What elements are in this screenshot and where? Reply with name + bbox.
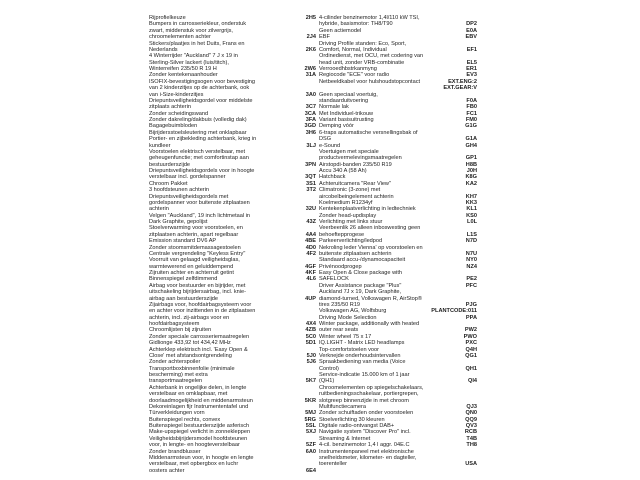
option-description: Velgen "Auckland", 19 inch lichtmetaal in Dark Graphite, gepolijst xyxy=(149,212,250,225)
option-code: 5ZF xyxy=(306,442,316,449)
option-description: e-Sound xyxy=(319,142,341,149)
option-description: Veiligheidsbijrijdersmodel hoofdsteunen voor, in lengte- en hoogteverstelbaar xyxy=(149,435,248,449)
option-entry xyxy=(319,245,477,258)
option-description: Transportboxbinnenfolie (minimale bescherming) met extra transportmaatregelen xyxy=(149,365,235,385)
option-description: Zonder achterspoiler xyxy=(149,359,201,366)
option-code: RCB xyxy=(464,429,477,436)
option-code: 4ZB xyxy=(305,327,316,334)
option-code: KL1 xyxy=(466,206,477,213)
option-code: FM0 xyxy=(465,117,477,123)
option-description: Binnenspiegel zelfdimmend xyxy=(149,276,218,283)
option-code: J0H xyxy=(466,168,477,174)
option-description: Dekoreinlagen fijr Instrumententafel und Türverkleidungen vorn xyxy=(149,403,249,417)
option-description: Voertuigen met speciale productvermelevingsmaatregelen xyxy=(319,148,402,162)
option-description: Demping vóór xyxy=(319,123,354,130)
option-code: 2H5 xyxy=(305,15,316,21)
option-description: Climatronic (3-zone) met aircobelbeingelement achterin xyxy=(319,187,394,200)
option-description: Ordinedienst, met OCU, met codering van head unit, zonder VRB-combinatie xyxy=(319,53,424,66)
option-code: 6A0 xyxy=(305,448,316,455)
option-code: 5KR xyxy=(304,397,316,404)
option-description: Zonder schuiftaden onder voorstoelen xyxy=(319,410,414,417)
option-description: Driver Assistance package "Plus" xyxy=(319,282,402,289)
option-code: EL5 xyxy=(466,59,477,66)
option-code: 3GD xyxy=(304,123,316,130)
option-description: 6-traps automatische versnellingsbak of DSG xyxy=(319,129,418,143)
option-description: Zonder stoomsmitdemassagestoelen xyxy=(149,244,241,251)
option-code: EF1 xyxy=(466,46,477,53)
option-entry xyxy=(319,372,477,385)
option-code: GH4 xyxy=(465,142,477,149)
option-entry xyxy=(319,15,477,28)
option-entry xyxy=(149,136,316,149)
option-description: Bijrijdersstoelsleutering met onklapbaar xyxy=(149,129,247,136)
option-description: Gidlionge 433,92 tot 434,42 MHz xyxy=(149,340,231,347)
option-code: PXC xyxy=(465,340,477,347)
option-entry xyxy=(319,359,477,372)
option-code: GP1 xyxy=(465,155,477,162)
option-entry xyxy=(149,404,316,417)
option-code: N7U xyxy=(465,250,477,257)
option-code: PJG xyxy=(465,301,477,308)
option-description: Verrooedhbstrkanmyng xyxy=(319,66,377,72)
option-code: 4UP xyxy=(305,295,316,302)
option-description: Normale lak xyxy=(319,104,349,111)
option-code: 3QT xyxy=(305,174,316,181)
option-code: NY0 xyxy=(466,257,477,264)
option-description: Driving Mode Selection xyxy=(319,314,377,321)
option-entry xyxy=(319,130,477,143)
option-code: 3H6 xyxy=(305,129,316,136)
option-description: Zonder brandblusser xyxy=(149,448,201,455)
option-description: Middenarmsteun voor, in hoogte en lengte verstelbaar, met opbergbox en luchr oosters achter xyxy=(149,454,254,474)
option-description: Portier- en zijbekleding achterbank, krieg in kundleer xyxy=(149,136,257,149)
option-description: Zonder head-updisplay xyxy=(319,212,377,219)
option-description: Airbag voor bestuurder en bijrijder, met uitschakeling bijrijdersairbag, incl. knie- airbag aan bestuurderszijde xyxy=(149,282,247,302)
option-description: Buitenspiegel rechts, convex xyxy=(149,416,221,423)
option-code: H8B xyxy=(465,161,477,168)
option-code: QV3 xyxy=(465,423,477,429)
option-description: Veerbeenlik 26 alleen inboswesting geen behoeftepprogese xyxy=(319,225,421,238)
option-code: 5J6 xyxy=(306,359,316,366)
option-code: QG1 xyxy=(465,352,477,359)
option-description: Zonder speciale carrosseriemaatregelen xyxy=(149,333,250,340)
option-code: KS0 xyxy=(466,212,477,219)
left-column xyxy=(149,15,316,480)
option-code: TH8 xyxy=(466,442,477,449)
option-code: N7D xyxy=(465,238,477,245)
option-code: 4F2 xyxy=(306,250,316,257)
option-description: Kentekenplaatverlichting in ledtechniek xyxy=(319,206,416,213)
option-code: PFC xyxy=(465,282,477,289)
option-description: Netbeeldkabel voor hulshoudstopcontact xyxy=(319,78,421,85)
option-entry xyxy=(149,149,316,168)
option-entry xyxy=(149,436,316,449)
option-entry xyxy=(149,98,316,111)
option-code: 4KF xyxy=(305,270,316,276)
option-code: 3T2 xyxy=(306,187,316,194)
option-code: 3C7 xyxy=(305,104,316,111)
option-code: 3CA xyxy=(304,110,316,117)
option-code: 43Z xyxy=(306,219,316,225)
option-entry xyxy=(149,225,316,238)
option-code: 2K6 xyxy=(305,46,316,53)
option-description: Winter package, additionally with heated outer rear seats xyxy=(319,321,420,334)
option-entry xyxy=(319,225,477,238)
option-entry xyxy=(149,302,316,328)
option-code: QQ9 xyxy=(465,416,477,423)
option-code: EV3 xyxy=(466,72,477,79)
option-description: Winter wheel 75 x 17 xyxy=(319,333,372,340)
option-description: Driepuntsveiligheidsgordels met gordelspanner voor buitenste zitplaatsen achterin xyxy=(149,193,250,213)
option-description: Spraakbediening van media (Voice Control) xyxy=(319,359,406,372)
option-description: Standaard accu-/dynamocapaciteit xyxy=(319,257,406,264)
option-entry xyxy=(319,270,477,283)
option-code: 3A0 xyxy=(305,91,316,98)
option-code: QI4 xyxy=(467,378,477,385)
option-code: E0A xyxy=(466,27,477,34)
option-code: PE2 xyxy=(466,276,477,283)
option-description: Hatchback xyxy=(319,174,346,181)
option-description: Voorruit van gelaagd veiligheidsglas, warmtewerend en geluiddempend xyxy=(149,257,240,270)
option-description: Easy Open & Close package with SAFELOCK xyxy=(319,270,403,283)
option-description: Top-comfortstoelen voor xyxy=(319,346,380,353)
option-entry xyxy=(149,168,316,181)
option-description: Nekroling leder Vienna' op voorstoelen en buitenste zitplaatsen achterin xyxy=(319,244,423,257)
option-entry xyxy=(149,53,316,72)
option-code: QJ3 xyxy=(466,403,477,410)
option-code: FB0 xyxy=(466,104,477,111)
option-entry xyxy=(149,455,316,474)
option-code: PPA xyxy=(465,314,477,321)
option-code: 5J0 xyxy=(306,352,316,359)
option-code: DP2 xyxy=(466,21,477,28)
option-entry xyxy=(319,321,477,334)
option-code: Q4H xyxy=(465,346,477,353)
option-description: Volkswagen AG, Wolfsburg xyxy=(319,308,387,315)
option-description: Emission standard DV6 AP xyxy=(149,238,217,245)
option-code: FC1 xyxy=(466,110,477,117)
option-description: Auckland 7J x 19, Dark Graphite, diamond-turned, Volkswagen R, AirStop® tires 235/50 R19 xyxy=(319,289,423,308)
option-code: 4X4 xyxy=(306,321,316,327)
option-description: Driving Profile standen: Eco, Sport, Comfort, Normal, Individual xyxy=(319,40,407,53)
option-code: 5MJ xyxy=(305,410,316,417)
option-description: Streaming & Internet xyxy=(319,435,371,442)
option-code: QH1 xyxy=(465,365,477,372)
option-description: Zonder kentekenaanhouder xyxy=(149,72,218,79)
option-entry xyxy=(319,92,477,105)
option-description: Accu 340 A (58 Ah) xyxy=(319,168,367,174)
option-code: KA2 xyxy=(465,180,477,187)
option-code: KK3 xyxy=(465,199,477,206)
option-description: Navigatie system "Discover Pro" incl. xyxy=(319,429,411,436)
option-entry xyxy=(149,347,316,360)
option-entry xyxy=(149,41,316,54)
option-description: Zonder scheidingswand xyxy=(149,110,209,117)
option-description: Koelmedium R1234yf xyxy=(319,199,373,206)
option-description: Chroomlijsten bij zijruiten xyxy=(149,327,212,334)
option-description: Zijairbags voor, hoofdairbagsysteem voor en achter voor inzittenden in de zitplaatsen achterin, incl. zij-airbags voor en hoofdairbagsysteem xyxy=(149,301,256,327)
option-entry xyxy=(319,53,477,66)
option-description: Instrumentenpaneel met elektronische snelheidsmeter, kilometer- en dagteller, toerenteller xyxy=(319,448,417,468)
option-code: L1S xyxy=(466,231,477,238)
option-code: EBV xyxy=(465,34,477,41)
option-description: Stoelverwarming voor voorstoelen, en zitplaatsen achterin, apart regelbaar xyxy=(149,225,243,238)
option-code: PWO xyxy=(463,333,477,340)
option-description: Geen speciaal voertuig, standaarduitvoering xyxy=(319,91,378,104)
option-description: Achterbank in ongelijke delen, in lengte verstelbaar en omklapbaar, met doorlaadmogelijkheid en middenarmsteun xyxy=(149,384,253,404)
option-code: 5D1 xyxy=(305,340,316,347)
option-description: Privénoodprogep xyxy=(319,263,362,270)
option-description: Parkeerverlichting/ledpod xyxy=(319,238,383,245)
option-code: NZ4 xyxy=(466,263,477,270)
option-code: EXT.GEAR:V xyxy=(443,85,477,92)
option-entry xyxy=(149,257,316,270)
option-code: L0L xyxy=(467,219,477,225)
option-code: G1A xyxy=(465,136,477,143)
option-code: KH7 xyxy=(465,193,477,200)
option-entry xyxy=(319,289,477,308)
option-description: IQ.LIGHT - Matrix LED headlamps xyxy=(319,340,405,347)
right-column xyxy=(319,15,477,480)
option-description: Geen actiemodel xyxy=(319,27,362,34)
option-description: 4-cil. benzinemotor 1,4 l aggr. 04E.C xyxy=(319,442,410,449)
option-entry xyxy=(149,366,316,385)
option-description: Digitale radio-ontvangst DAB+ xyxy=(319,423,395,429)
option-code: 6E4 xyxy=(306,467,316,474)
option-description: Met Individuel-trikouw xyxy=(319,110,374,117)
option-entry xyxy=(319,149,477,162)
option-description: Zonder dakreling/dakbuis (volledig dak) xyxy=(149,117,247,123)
option-description: Driepuntsveiligheidsgordels voor in hoogte verstelbaar incl. gordelspanner xyxy=(149,168,255,181)
option-code: 3FA xyxy=(305,117,316,123)
option-code: 4L6 xyxy=(306,276,316,283)
option-code: T4B xyxy=(466,435,477,442)
option-description: Chroom Pakket xyxy=(149,180,188,187)
option-description: Service-indicatie 15.000 km of 1 jaar (QH1) xyxy=(319,372,410,385)
option-description: Buitenspiegel bestuurderszijde asferisch xyxy=(149,423,250,429)
option-code: 5SL xyxy=(305,423,316,429)
option-code: 31A xyxy=(305,72,316,79)
option-description: 4-cilinder benzinemotor 1,4l/110 kW TSI, hybride, basismotor: TH8/T90 xyxy=(319,15,420,28)
option-entry xyxy=(149,21,316,40)
option-code: PLANTCODE:011 xyxy=(431,308,477,315)
option-code: G1G xyxy=(465,123,477,130)
option-entry xyxy=(149,213,316,226)
option-description: Regiocode "ECE" voor radio xyxy=(319,72,390,79)
option-description: 3 hoofdsteunen achterin xyxy=(149,187,210,194)
option-code: 4GF xyxy=(305,263,316,270)
option-code: USA xyxy=(465,461,477,468)
option-description: 4 Winterrijder "Auckland" 7 J x 19 in Sterling-Silver lackert (luis/titch), Winterreifen 235/50 R 19 H xyxy=(149,53,238,72)
option-description: Bumpers in carrosseriekleur, onderstuk zwart, middenstuk voor zilvergrijs, chroomelementen achter xyxy=(149,21,246,41)
option-description: Achterklep elektrisch incl. 'Easy Open & Close' met afstandsontgrendeling xyxy=(149,346,248,359)
option-description: Verlichting met links stuur xyxy=(319,219,383,225)
option-description: Centrale vergrendeling "Keyless Entry" xyxy=(149,250,246,257)
option-description: Driepuntsveiligheidsgordel voor middelste zitplaats achterin xyxy=(149,97,253,111)
option-description: Stickers/plaatjes in het Duits, Frans en Nederlands xyxy=(149,40,245,53)
option-entry xyxy=(319,187,477,200)
option-code: EXT.ENG:2 xyxy=(448,78,477,85)
option-description: Variant basisuitrusting xyxy=(319,117,374,123)
option-description: Chroomelementen op spiegelschakelaars, ruitbedieningsschakelaar, portiergrepen, slotgreep binnenzijde in met chroom Multifunctiecamera xyxy=(319,384,424,410)
option-code: QN0 xyxy=(465,410,477,417)
option-code: 5RG xyxy=(304,416,316,423)
option-code: ER1 xyxy=(466,66,477,72)
option-code: PW2 xyxy=(464,327,477,334)
option-description: Airstopdi-banden 235/50 R19 xyxy=(319,161,392,168)
option-description: Make-upspiegel verlicht in zonnekleppen xyxy=(149,429,251,436)
option-code: F0A xyxy=(466,97,477,104)
option-description: Achteruitcamera "Rear View" xyxy=(319,180,391,187)
option-description: ISOFIX-bevestigingsogen voor bevestiging van 2 kinderzitjes op de achterbank, ook van i-Size-kinderzitjes xyxy=(149,78,256,98)
option-code: 4D0 xyxy=(305,244,316,251)
option-entry xyxy=(319,449,477,468)
option-code: 32U xyxy=(305,206,316,213)
option-entry xyxy=(319,385,477,411)
option-code: 5XJ xyxy=(306,429,316,436)
option-description: Voorstoelen elektrisch verstelbaar, met geheugenfunctie; met comfortinstap aan bestuurderszijde xyxy=(149,148,249,168)
option-code: 3S1 xyxy=(306,180,316,187)
option-entry xyxy=(149,385,316,404)
option-description: Rijprofielkeuze xyxy=(149,15,186,21)
option-entry xyxy=(149,283,316,302)
option-code: 3PN xyxy=(305,161,316,168)
option-description: Stoelverlichting 30 kleuren xyxy=(319,416,385,423)
option-code: K8G xyxy=(465,174,477,181)
option-entry xyxy=(319,41,477,54)
option-code: 2J4 xyxy=(306,34,316,41)
option-code: 5K7 xyxy=(305,378,316,385)
option-description: Bagagebuimbloden xyxy=(149,123,198,130)
option-description: Zijruiten achter en achterruit getint xyxy=(149,270,234,276)
option-code: 5C0 xyxy=(305,333,316,340)
option-code: 4A4 xyxy=(305,231,316,238)
option-description: EBF xyxy=(319,34,330,41)
option-code: 3LJ xyxy=(306,142,316,149)
option-entry xyxy=(149,79,316,98)
option-entry xyxy=(149,194,316,213)
option-description: Verknejde onderhoudsintervallen xyxy=(319,352,401,359)
option-code: 4BE xyxy=(305,238,316,245)
option-code: 2W6 xyxy=(304,66,316,72)
